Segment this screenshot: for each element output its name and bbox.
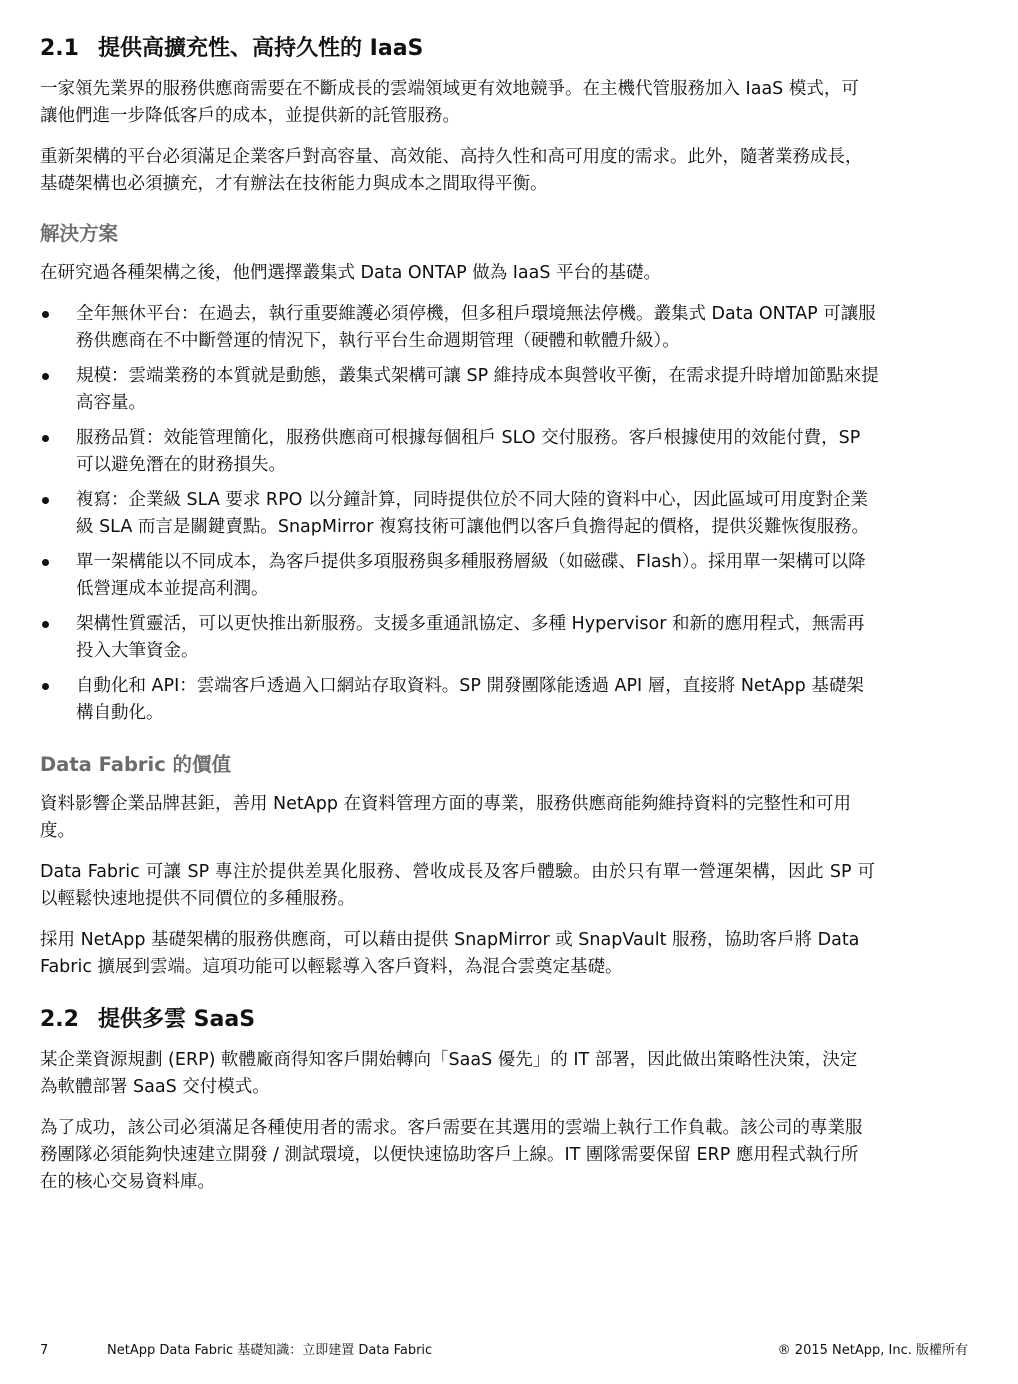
list-item-text: 架構性質靈活，可以更快推出新服務。支援多重通訊協定、多種 Hypervisor 和新的應用程式，無需再投入大筆資金。 [76,614,865,661]
page-number: 7 [40,1343,49,1358]
list-item-text: 複寫：企業級 SLA 要求 RPO 以分鐘計算，同時提供位於不同大陸的資料中心，因此區域可用度對企業級 SLA 而言是關鍵賣點。SnapMirror 複寫技術可讓他們以客戶負擔得起的價格，提供災難恢復服務。 [76,490,870,537]
section-title: 提供多雲 SaaS [98,1007,256,1032]
section-heading-2-1 [40,34,940,64]
paragraph: 在研究過各種架構之後，他們選擇叢集式 Data ONTAP 做為 IaaS 平台的基礎。 [40,263,662,283]
paragraph: 某企業資源規劃 (ERP) 軟體廠商得知客戶開始轉向「SaaS 優先」的 IT 部署，因此做出策略性決策，決定為軟體部署 SaaS 交付模式。 [40,1050,858,1097]
section-heading-2-2 [40,1005,940,1035]
list-item [40,363,880,417]
section-number: 2.2 [40,1007,79,1032]
bullet-icon [42,373,49,380]
list-item [40,301,880,355]
list-item [40,673,880,727]
bullet-icon [42,311,49,318]
list-item-text: 服務品質：效能管理簡化，服務供應商可根據每個租戶 SLO 交付服務。客戶根據使用的效能付費，SP 可以避免潛在的財務損失。 [76,428,861,475]
list-item-text: 規模：雲端業務的本質就是動態，叢集式架構可讓 SP 維持成本與營收平衡，在需求提升時增加節點來提高容量。 [76,366,879,413]
subheading-data-fabric-value: Data Fabric 的價值 [40,753,232,776]
paragraph: 採用 NetApp 基礎架構的服務供應商，可以藉由提供 SnapMirror 或 SnapVault 服務，協助客戶將 Data Fabric 擴展到雲端。這項功能可以輕鬆導入客戶資料，為混合雲奠定基礎。 [40,930,860,977]
bullet-icon [42,559,49,566]
list-item-text: 全年無休平台：在過去，執行重要維護必須停機，但多租戶環境無法停機。叢集式 Data ONTAP 可讓服務供應商在不中斷營運的情況下，執行平台生命週期管理（硬體和軟體升級）。 [76,304,876,351]
footer-doc-title: NetApp Data Fabric 基礎知識：立即建置 Data Fabric [107,1343,433,1358]
bullet-icon [42,435,49,442]
list-item [40,487,880,541]
paragraph: Data Fabric 可讓 SP 專注於提供差異化服務、營收成長及客戶體驗。由於只有單一營運架構，因此 SP 可以輕鬆快速地提供不同價位的多種服務。 [40,862,875,909]
paragraph: 重新架構的平台必須滿足企業客戶對高容量、高效能、高持久性和高可用度的需求。此外，隨著業務成長，基礎架構也必須擴充，才有辦法在技術能力與成本之間取得平衡。 [40,147,863,194]
list-item [40,611,880,665]
footer-copyright: ® 2015 NetApp, Inc. 版權所有 [777,1343,968,1358]
list-item [40,425,880,479]
subheading-solution: 解決方案 [40,222,119,245]
solution-bullet-list [40,301,880,727]
section-title: 提供高擴充性、高持久性的 IaaS [98,36,424,61]
section-number: 2.1 [40,36,79,61]
paragraph: 一家領先業界的服務供應商需要在不斷成長的雲端領域更有效地競爭。在主機代管服務加入 IaaS 模式，可讓他們進一步降低客戶的成本，並提供新的託管服務。 [40,79,859,126]
bullet-icon [42,621,49,628]
paragraph: 為了成功，該公司必須滿足各種使用者的需求。客戶需要在其選用的雲端上執行工作負載。該公司的專業服務團隊必須能夠快速建立開發 / 測試環境，以便快速協助客戶上線。IT 團隊需要保留 ERP 應用程式執行所在的核心交易資料庫。 [40,1118,863,1192]
list-item-text: 單一架構能以不同成本，為客戶提供多項服務與多種服務層級（如磁碟、Flash）。採用單一架構可以降低營運成本並提高利潤。 [76,552,866,599]
paragraph: 資料影響企業品牌甚鉅，善用 NetApp 在資料管理方面的專業，服務供應商能夠維持資料的完整性和可用度。 [40,794,852,841]
bullet-icon [42,683,49,690]
bullet-icon [42,497,49,504]
list-item-text: 自動化和 API：雲端客戶透過入口網站存取資料。SP 開發團隊能透過 API 層，直接將 NetApp 基礎架構自動化。 [76,676,864,723]
document-page [40,34,940,1196]
list-item [40,549,880,603]
